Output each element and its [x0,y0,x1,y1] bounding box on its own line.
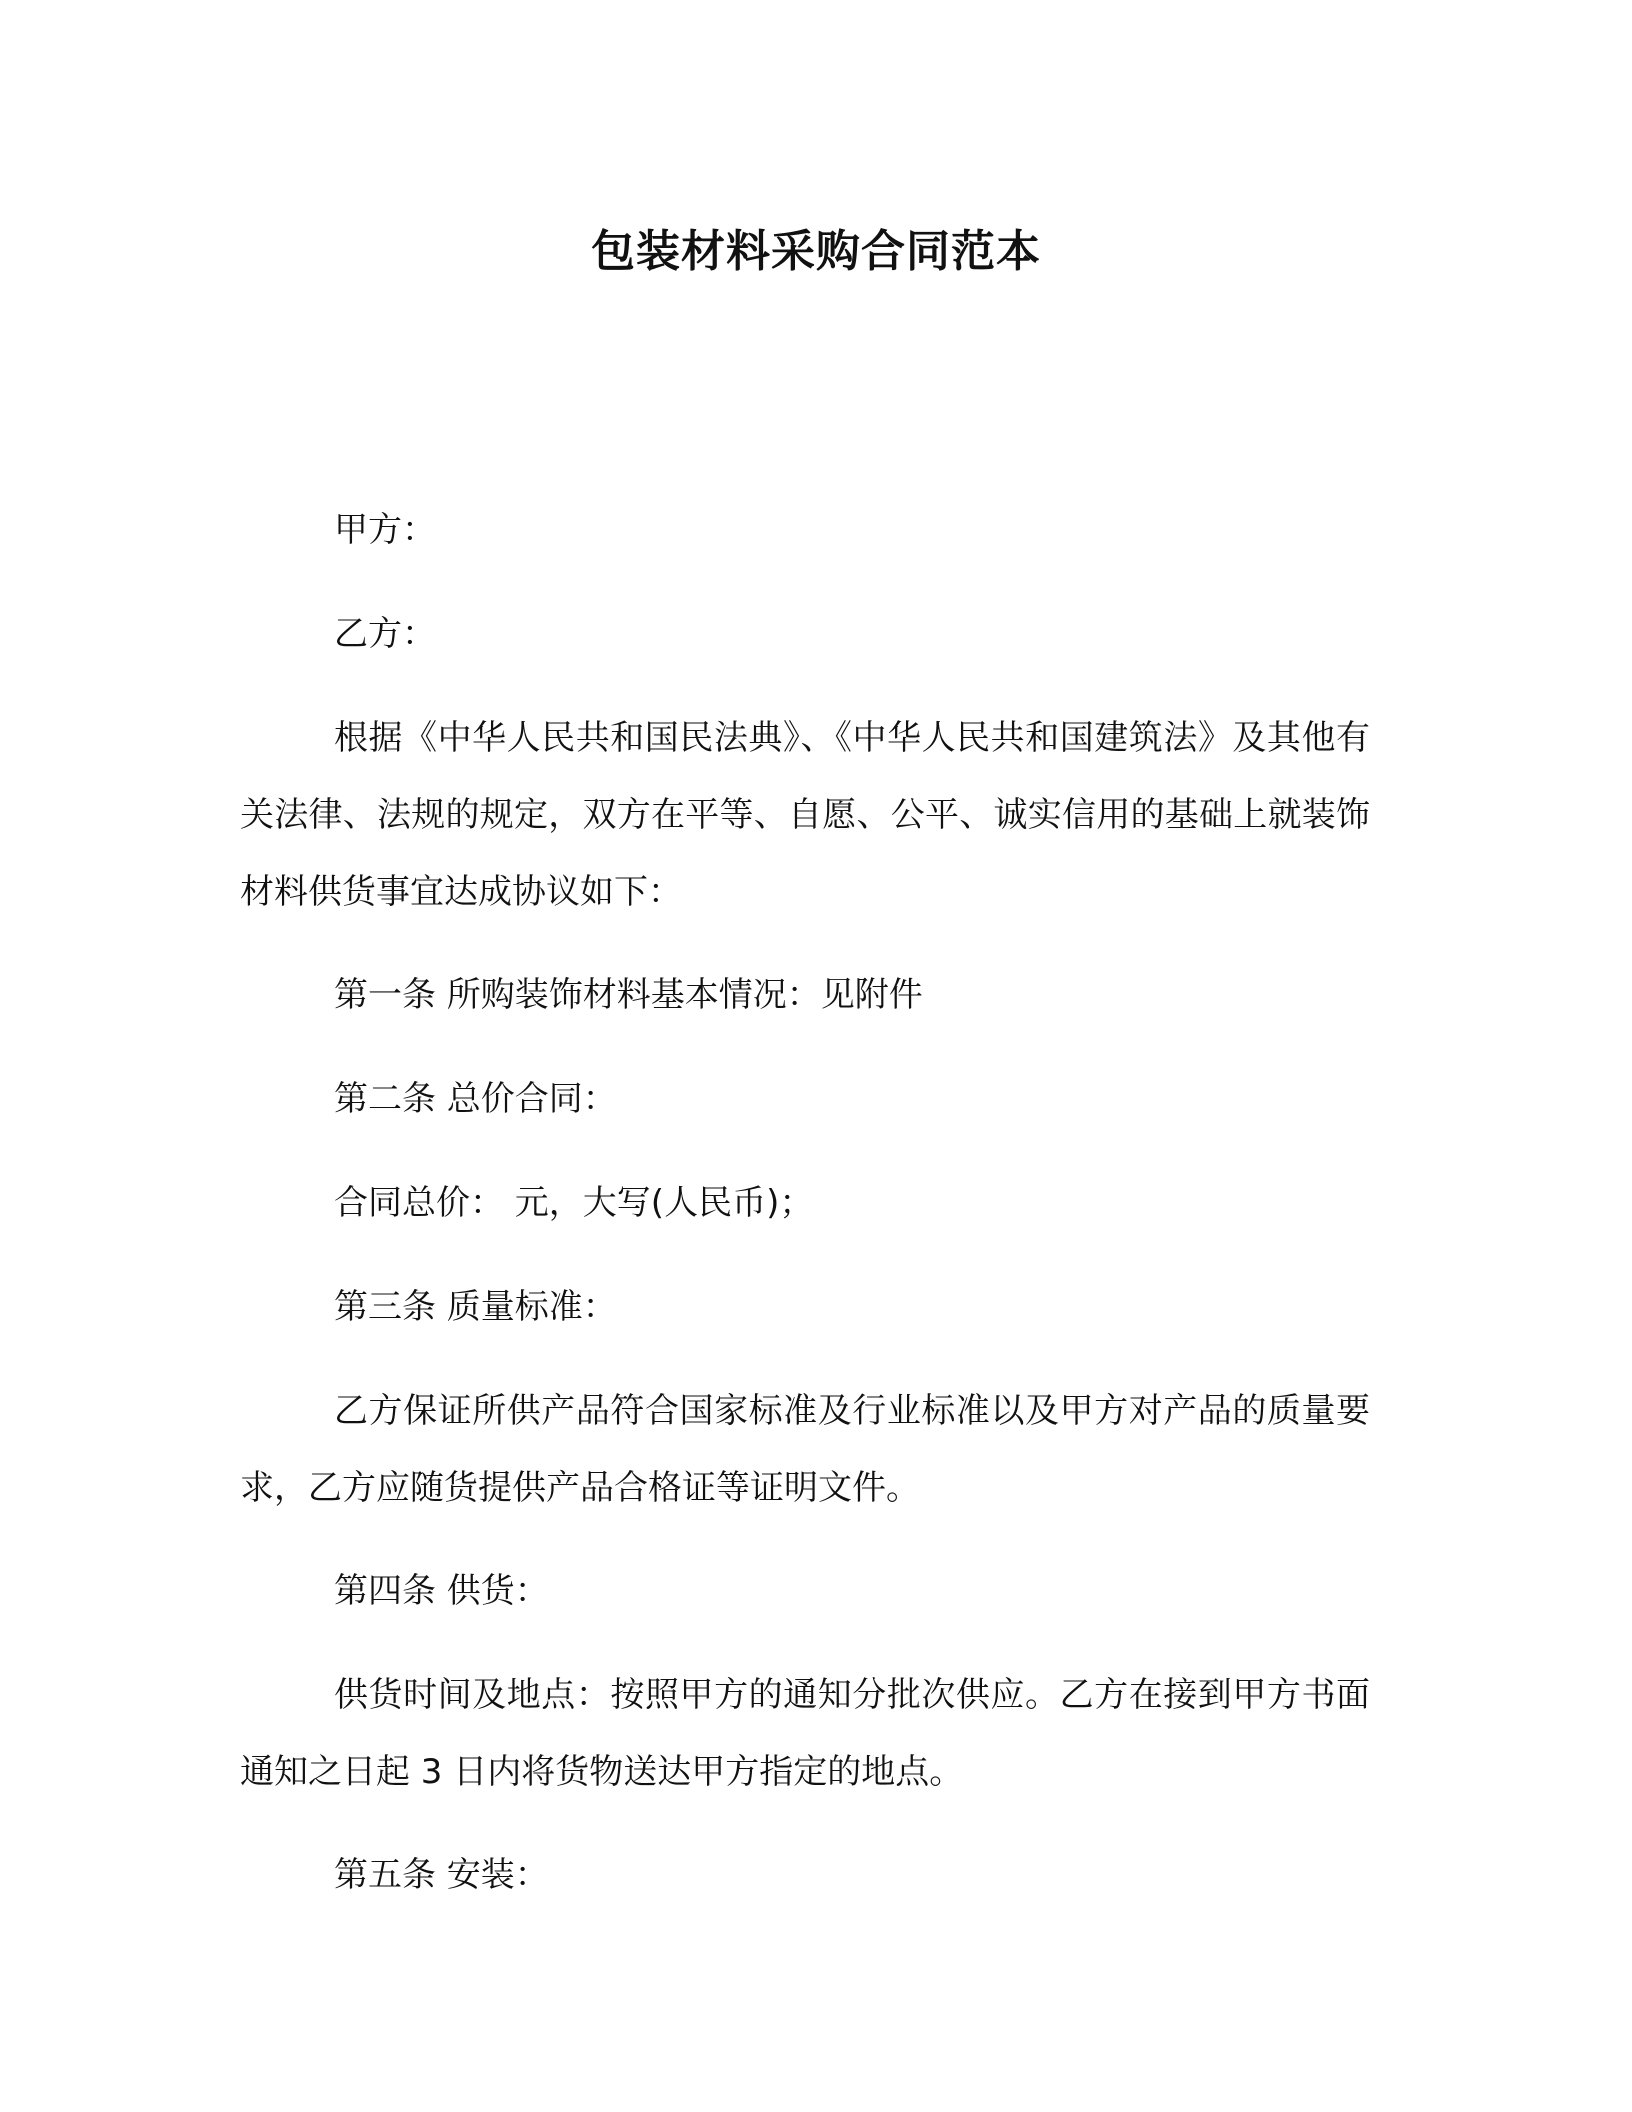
document-title: 包装材料采购合同范本 [591,226,1041,277]
supply-time-paragraph: 供货时间及地点：按照甲方的通知分批次供应。乙方在接到甲方书面通知之日起 3 日内将货物送达甲方指定的地点。 [240,1675,1370,1792]
document-body [240,492,1370,1941]
article-5-heading: 第五条 安装： [334,1855,549,1895]
article-1-heading: 第一条 所购装饰材料基本情况：见附件 [334,975,923,1015]
party-a-line: 甲方： [334,510,436,550]
party-b-line: 乙方： [334,614,436,654]
article-3-heading: 第三条 质量标准： [334,1287,617,1327]
total-price-line: 合同总价： 元，大写(人民币)； [334,1183,814,1223]
preamble-paragraph: 根据《中华人民共和国民法典》、《中华人民共和国建筑法》及其他有关法律、法规的规定，双方在平等、自愿、公平、诚实信用的基础上就装饰材料供货事宜达成协议如下： [240,718,1370,912]
article-4-heading: 第四条 供货： [334,1571,549,1611]
article-2-heading: 第二条 总价合同： [334,1079,617,1119]
quality-standard-paragraph: 乙方保证所供产品符合国家标准及行业标准以及甲方对产品的质量要求，乙方应随货提供产品合格证等证明文件。 [240,1391,1370,1508]
